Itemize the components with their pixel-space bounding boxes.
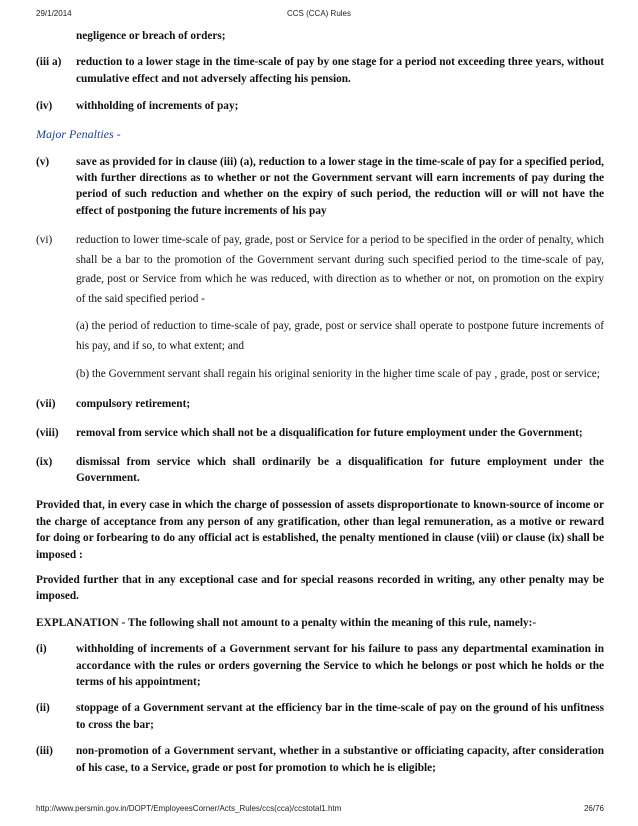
proviso-further: Provided further that in any exceptional case and for special reasons recorded in writing, any other penalty may be imposed. bbox=[36, 574, 604, 603]
explanation-heading: EXPLANATION - The following shall not amount to a penalty within the meaning of this rule, namely:- bbox=[36, 616, 537, 629]
clause-ix bbox=[36, 454, 604, 487]
page-header bbox=[0, 9, 638, 21]
clause-text: withholding of increments of pay; bbox=[76, 100, 239, 113]
clause-number: (i) bbox=[36, 643, 47, 656]
clause-text: non-promotion of a Government servant, whether in a substantive or officiating capacity, after consideration of his case, to a Service, grade or post for promotion to which he is eligible; bbox=[76, 745, 604, 774]
clause-number: (ix) bbox=[36, 455, 53, 468]
clause-vii bbox=[36, 396, 604, 412]
clause-text: removal from service which shall not be a disqualification for future employment under the Government; bbox=[76, 427, 583, 440]
clause-text: reduction to a lower stage in the time-scale of pay by one stage for a period not exceeding three years, without cumulative effect and not adversely affecting his pension. bbox=[76, 56, 604, 85]
header-title: CCS (CCA) Rules bbox=[286, 9, 351, 18]
footer-url-link[interactable]: http://www.persmin.gov.in/DOPT/EmployeesCorner/Acts_Rules/ccs(cca)/ccstotal1.htm bbox=[36, 804, 342, 813]
clause-number: (viii) bbox=[36, 427, 59, 440]
explanation-item-iii bbox=[36, 743, 604, 776]
clause-text: withholding of increments of a Government servant for his failure to pass any departmental examination in accordance with the rules or orders governing the Service to which he belongs or post which he holds or the terms of his appointment; bbox=[76, 643, 604, 689]
explanation-item-ii bbox=[36, 700, 604, 733]
page-footer bbox=[0, 804, 638, 816]
clause-vi bbox=[36, 231, 604, 309]
clause-number: (vi) bbox=[36, 234, 53, 247]
clause-number: (iii a) bbox=[36, 56, 62, 69]
page-number: 26/76 bbox=[583, 804, 604, 813]
major-penalties-heading: Major Penalties - bbox=[36, 126, 121, 141]
explanation-item-i bbox=[36, 641, 604, 690]
clause-vi-b: (b) the Government servant shall regain his original seniority in the higher time scale of pay , grade, post or service; bbox=[76, 368, 600, 381]
clause-number: (iii) bbox=[36, 745, 53, 758]
clause-number: (iv) bbox=[36, 100, 53, 113]
clause-viii bbox=[36, 425, 604, 441]
clause-vi-a: (a) the period of reduction to time-scale of pay, grade, post or service shall operate to postpone future increments of his pay, and if so, to what extent; and bbox=[76, 320, 604, 352]
header-date: 29/1/2014 bbox=[36, 9, 72, 18]
clause-continuation bbox=[36, 28, 604, 44]
proviso-first: Provided that, in every case in which the charge of possession of assets disproportionate to known-source of income or the charge of acceptance from any person of any gratification, other than legal remuneration, as a motive or reward for doing or forbearing to do any official act is established, the penalty mentioned in clause (viii) or clause (ix) shall be imposed : bbox=[36, 499, 604, 561]
clause-number: (ii) bbox=[36, 702, 50, 715]
clause-text: stoppage of a Government servant at the efficiency bar in the time-scale of pay on the ground of his unfitness to cross the bar; bbox=[76, 702, 604, 731]
clause-text: save as provided for in clause (iii) (a), reduction to a lower stage in the time-scale of pay for a specified period, with further directions as to whether or not the Government servant will earn increments of pay during the period of such reduction and whether on the expiry of such period, the reduction will or will not have the effect of postponing the future increments of his pay bbox=[76, 155, 604, 217]
document-body bbox=[36, 28, 604, 776]
clause-number: (v) bbox=[36, 155, 50, 168]
clause-continuation-text: negligence or breach of orders; bbox=[76, 30, 226, 42]
clause-text: reduction to lower time-scale of pay, grade, post or Service for a period to be specified in the order of penalty, which shall be a bar to the promotion of the Government servant during such specified period to the time-scale of pay, grade, post or Service from which he was reduced, with direction as to whether or not, on promotion on the expiry of the said specified period - bbox=[76, 234, 604, 305]
clause-text: compulsory retirement; bbox=[76, 397, 191, 410]
clause-text: dismissal from service which shall ordinarily be a disqualification for future employment under the Government. bbox=[76, 455, 604, 484]
clause-iii-a bbox=[36, 54, 604, 87]
clause-iv bbox=[36, 98, 604, 114]
clause-v bbox=[36, 154, 604, 220]
clause-number: (vii) bbox=[36, 397, 56, 410]
